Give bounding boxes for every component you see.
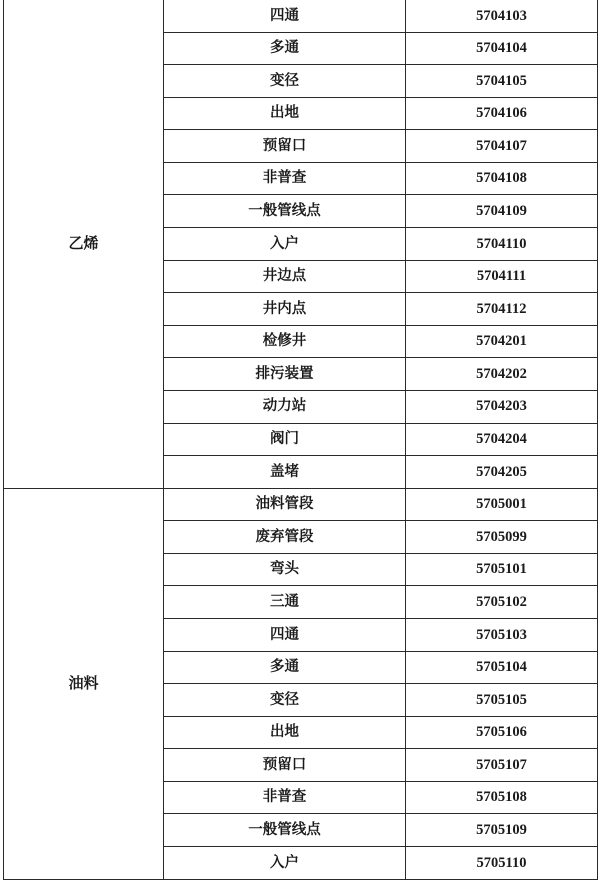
feature-code: 5705108: [406, 781, 598, 814]
feature-code: 5704103: [406, 0, 598, 32]
feature-code: 5705099: [406, 521, 598, 554]
feature-code: 5705106: [406, 716, 598, 749]
feature-name: 预留口: [164, 130, 406, 163]
feature-name: 动力站: [164, 390, 406, 423]
feature-code: 5705103: [406, 618, 598, 651]
feature-name: 四通: [164, 618, 406, 651]
feature-name: 一般管线点: [164, 195, 406, 228]
feature-code: 5704104: [406, 32, 598, 65]
feature-name: 入户: [164, 847, 406, 880]
feature-name: 出地: [164, 97, 406, 130]
feature-name: 井内点: [164, 293, 406, 326]
feature-code: 5705001: [406, 488, 598, 521]
feature-name: 入户: [164, 228, 406, 261]
feature-name: 油料管段: [164, 488, 406, 521]
code-table-page: [3, 0, 596, 880]
table-row: [4, 488, 598, 521]
feature-name: 排污装置: [164, 358, 406, 391]
feature-name: 出地: [164, 716, 406, 749]
feature-code: 5704203: [406, 390, 598, 423]
feature-name: 废弃管段: [164, 521, 406, 554]
feature-name: 变径: [164, 684, 406, 717]
feature-name: 变径: [164, 65, 406, 98]
feature-code: 5704111: [406, 260, 598, 293]
pipeline-point-code-table: [3, 0, 598, 880]
table-body: [4, 0, 598, 880]
group-cell: [4, 0, 164, 488]
feature-code: 5704204: [406, 423, 598, 456]
feature-name: 非普查: [164, 162, 406, 195]
feature-code: 5704110: [406, 228, 598, 261]
feature-code: 5704108: [406, 162, 598, 195]
feature-code: 5705102: [406, 586, 598, 619]
feature-name: 阀门: [164, 423, 406, 456]
feature-code: 5705110: [406, 847, 598, 880]
feature-name: 预留口: [164, 749, 406, 782]
feature-code: 5704201: [406, 325, 598, 358]
feature-code: 5705104: [406, 651, 598, 684]
feature-name: 井边点: [164, 260, 406, 293]
feature-name: 弯头: [164, 553, 406, 586]
feature-code: 5704106: [406, 97, 598, 130]
feature-code: 5705107: [406, 749, 598, 782]
group-name: 乙烯: [68, 234, 99, 253]
feature-code: 5704202: [406, 358, 598, 391]
feature-code: 5705105: [406, 684, 598, 717]
feature-name: 非普查: [164, 781, 406, 814]
feature-code: 5705101: [406, 553, 598, 586]
feature-name: 多通: [164, 651, 406, 684]
group-name: 油料: [68, 674, 99, 693]
feature-code: 5704112: [406, 293, 598, 326]
feature-name: 多通: [164, 32, 406, 65]
feature-code: 5704105: [406, 65, 598, 98]
feature-name: 检修井: [164, 325, 406, 358]
feature-code: 5704205: [406, 456, 598, 489]
group-cell: [4, 488, 164, 879]
feature-name: 四通: [164, 0, 406, 32]
table-row: [4, 0, 598, 32]
feature-name: 一般管线点: [164, 814, 406, 847]
feature-code: 5704107: [406, 130, 598, 163]
feature-name: 盖堵: [164, 456, 406, 489]
feature-name: 三通: [164, 586, 406, 619]
feature-code: 5704109: [406, 195, 598, 228]
feature-code: 5705109: [406, 814, 598, 847]
